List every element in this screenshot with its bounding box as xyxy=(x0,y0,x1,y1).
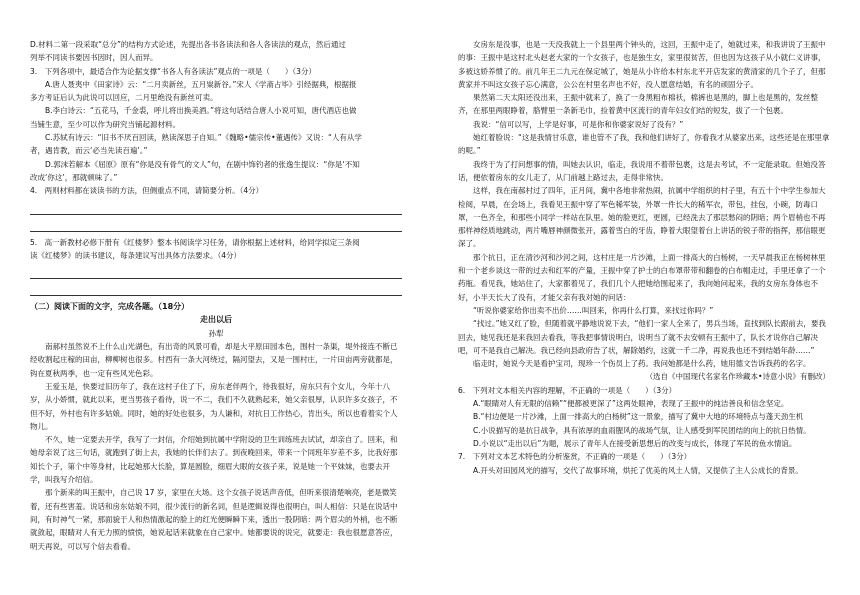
story-paragraph: 王爱玉是，快要过旧历年了，我在这村子住了下，房东老伴两个，待我很好，房东只有个女儿，今年十八岁，从小娇惯，就此以来，更当男孩子看待，说一不二，我们不久就熟起来，她父亲很厚，认识许多女孩子，不但不好，外村也有许多姑娘。同时，她的好处也很多，为人谦和，对抗日工作热心，肯出头，所以也看着实个人物儿。 xyxy=(30,381,398,431)
answer-line xyxy=(30,266,402,279)
answer-line xyxy=(30,283,402,296)
question-6-stem: 6. 下列对文本相关内容的理解，不正确的一项是（ ）（3分） xyxy=(458,385,677,395)
question-4: 4. 两则材料都在谈读书的方法，但侧重点不同，请简要分析。（4分） xyxy=(30,186,264,196)
option-d-line2: 列举不同读书要因书因时，因人而异。 xyxy=(30,53,158,63)
story-paragraph: 不久，她一定要去开学，我写了一封信，介绍她到抗属中学附设的卫生训练班去试试，却亲自了。回来，和她母亲说了这三句话，就跑到了街上去，我她的长伴们去了。到夜晚回来，带来一个同班年岁差不多，比我好那知长个子，第个中等身材，比起她那大长脸，算是圆脸，细眉大眼的女孩子来，说是她一个平妹妹，也要去开学，叫我写介绍信。 xyxy=(30,435,398,485)
option-d-line1: D.材料二第一段采取“总分”的结构方式论述，先提出各书各读法和各人各读法的观点，然后通过 xyxy=(30,40,346,49)
story-paragraph: 她红着脸说：“这是我情甘乐意，谁也管不了我，我和他们讲好了，你看我才从婆家出来，这些还是在那里拿的呢。” xyxy=(458,133,830,156)
q3-option-d-line1: D.郭沫若解本《屈原》原有“你是没有骨气的文人”句，在剧中饰钓者的张逸生提议：“你是‘不知 xyxy=(45,159,360,169)
left-column xyxy=(30,38,402,553)
q6-option-d: D.小说以“走出以后”为题，展示了青年人在接受新思想后的改变与成长，体现了军民的鱼水情谊。 xyxy=(473,438,797,448)
q3-option-b-line2: 当铺生意，至少可以作为研究当铺起源材料。 xyxy=(30,119,180,129)
section-2-heading: （二）阅读下面的文字，完成各题。（18分） xyxy=(30,302,190,312)
q3-option-a-line2: 多方考证后认为此说可以回应，二月里绝没有新丝可卖。 xyxy=(30,93,218,103)
q7-option-a: A.开头对田园风光的描写，交代了故事环境，烘托了优美的风土人情，又提供了主人公成长的背景。 xyxy=(473,465,803,475)
story-paragraph: “找过。”她又红了脸，但随着就平静地说说下去，“他们一家人全来了，男兵当场，直找到队长跟前去，要我回去，她见我还是来我回去看我，等我把事情说明白，说明当了就不去安顿有王振中了，队长才说你自己解决吧，可不是我自己解决。我已经向县政府告了状，解除婚约，这就一千二净，再说我也还不到结婚年龄……” xyxy=(458,319,826,355)
q3-option-a-line1: A.唐人聂夷中《田家诗》云：“二月卖新丝，五月粜新谷。”宋人《学斋占毕》引经据典，根据报 xyxy=(45,79,357,89)
story-author: 孙犁 xyxy=(208,328,224,338)
story-paragraph: 南郝村虽然说不上什么山光湖色，有出奇的风景可看，却是大平原田园本色，围村一条渠，堤外接连不断已经收割起庄稼的田亩，柳柳树也很多。村西有一条大河绕过，隔河望去，又是一围村庄，一片田亩两旁就都是，钩在夏秋两季，也一定有些风光色彩。 xyxy=(30,342,398,378)
source-note: （选自《中国现代名家名作珍藏本•诗意小说》有删改） xyxy=(645,372,830,382)
answer-line xyxy=(30,219,402,232)
story-paragraph: 我说：“信可以写，上学是好事，可是你和你婆家说好了没有？” xyxy=(473,119,684,129)
story-title: 走出以后 xyxy=(200,315,232,325)
story-paragraph: “听说你婆家给你出卖不出价……叫回来，你再什么打算，来找过你吗？” xyxy=(473,305,714,315)
story-paragraph: 果然第二天太阳还没出来，王振中就来了，换了一身黑粗布棉袄，棉裤也是黑的，脚上也是黑的，发丝整齐，在那里两眼睁着，胳臂里一条新毛巾，捡着黄中区流行的青年妇女们结的短发，拔了一个包裹。 xyxy=(458,93,818,116)
q3-option-b-line1: B.李白诗云：“五花马，千金裘，呼儿将出换美酒。”将这句话结合唐人小说可知，唐代酒店也做 xyxy=(45,106,357,116)
story-paragraph: 女房东是没事，也是一天没我就上一个县里两个钟头的，这回，王振中走了，她就过来，和我讲说了王振中的事：王振中是这村北头赵老大家的一个女孩子，也是独生女，家里很贫苦，但也因为这孩子从小就仁义讲事，多被这娇养惯了的。前几年王二九元在保定城了，她是从小许给本村东北平开店发家的黄清家的几个子了，但那黄家并不叫这女孩子忘心满意，公公在村里名声也不好，没人愿意结婚，有名的顽固分子。 xyxy=(458,40,826,89)
question-5-line1: 5. 高一新教材必修下册有《红楼梦》整本书阅读学习任务，请你根据上述材料，给同学拟定三条阅 xyxy=(30,237,360,247)
answer-line xyxy=(30,202,402,215)
q3-option-c-line1: C.苏轼有诗云：“旧书不厌百回读，熟读深思子自知。”《魏略•儒宗传•董遇传》又说：“人有从学 xyxy=(45,133,362,143)
question-3-stem: 3. 下列各项中，最适合作为论据支撑“书各人有各读法”观点的一项是（ ）（3分） xyxy=(30,66,316,76)
story-paragraph: 这样，我在南郝村过了四年，正月间，冀中各地非常热闹，抗属中学组织的村子里，有五十个中学生参加大检阅，早晨，在会场上，我看见王振中穿了军色稀军装，外罩一件长大的稀军衣，带包，挂包，小碗，防毒口罩，一色齐全，和那些小同学一样站在队里。她的脸更红，更圆，已经洗去了那层愁闷的阴暗；两个眉梢也不再那样神经质地跳动，两片嘴唇神颜微张开，露着雪白的牙齿，睁着大眼望着台上讲话的锐子带的指挥，那信眼更深了。 xyxy=(458,186,826,249)
right-column xyxy=(458,38,830,477)
question-7-stem: 7. 下列对文本艺术特色的分析鉴赏，不正确的一项是（ ）（3分） xyxy=(458,452,692,462)
story-paragraph: 我终于为了打问想事的情，叫她去认识，临走，我说用不着带包裹，这是去考试，不一定能录取。但她没答话，便依着房东的女儿走了，从门前越上路过去，走得非常快。 xyxy=(458,159,826,182)
q6-option-b: B.“村边便是一片沙滩，上面一排高大的白杨树”这一景象，描写了冀中大地的环境特点与蓬天劲生机 xyxy=(473,412,804,422)
story-paragraph: 那个新来的叫王振中，自己说 17 岁，家里在大场。这个女孩子说话声音低，但听来很清楚响亮，老是微笑着，还有些害羞。说话和房东姑娘不同，很少流行的新名词，但是逻辑说得也很明白，叫人相信：只是在说话中间，有时神气一紧，那面貌于人和热情激起的脸上的红光便瞬瞬下来，透出一股阴暗：两个眉尖的外梢，也不断就敛起，眼睛对人有无力照的愤愤，她说起话来就象在自己家中。她都要说的说完，就要走：我也很愿意答应，明天再说，可以写个信去看看。 xyxy=(30,488,398,551)
q6-option-a: A.“眼睛对人有无限的信赖”“便都被更深了”这两处眼神，表现了王振中的纯洁善良和信念坚定。 xyxy=(473,399,789,409)
story-paragraph: 临走时，她说今天是看护宝司，现珍一个伤员上了药。我问她都是什么药，她用德文告诉我药的名字。 xyxy=(473,359,811,369)
q6-option-c: C.小说描写的是抗日战争，具有浓厚的血雨腥风的战场气氛，让人感受到军民团结的向上的抗日热情。 xyxy=(473,425,811,435)
q3-option-c-line2: 者，遇肯教，而云‘必当先读百遍’。” xyxy=(30,146,148,156)
q3-option-d-line2: 改成‘你这’，那就顿味了。” xyxy=(30,172,118,182)
story-paragraph: 那个抗日，正在清沙河和沙河之间，这村庄是一片沙滩，上面一排高大的白杨树，一天早晨我正在杨树林里和一个老乡谈这一带的过去和红军的产量，王振中穿了护士的白布罩带带和翻卷的白布帽走过，手里还拿了一个药瓶。看见我，她站住了，大家都着见了，我们几个人把她给围起来了，我向她问起来，我的女房东身体也不好，小半天长大了没有，才能父亲有我对她的问话： xyxy=(458,252,826,302)
question-5-line2: 读《红楼梦》的读书建议，每条建议写出具体方法要求。（4分） xyxy=(30,250,242,260)
